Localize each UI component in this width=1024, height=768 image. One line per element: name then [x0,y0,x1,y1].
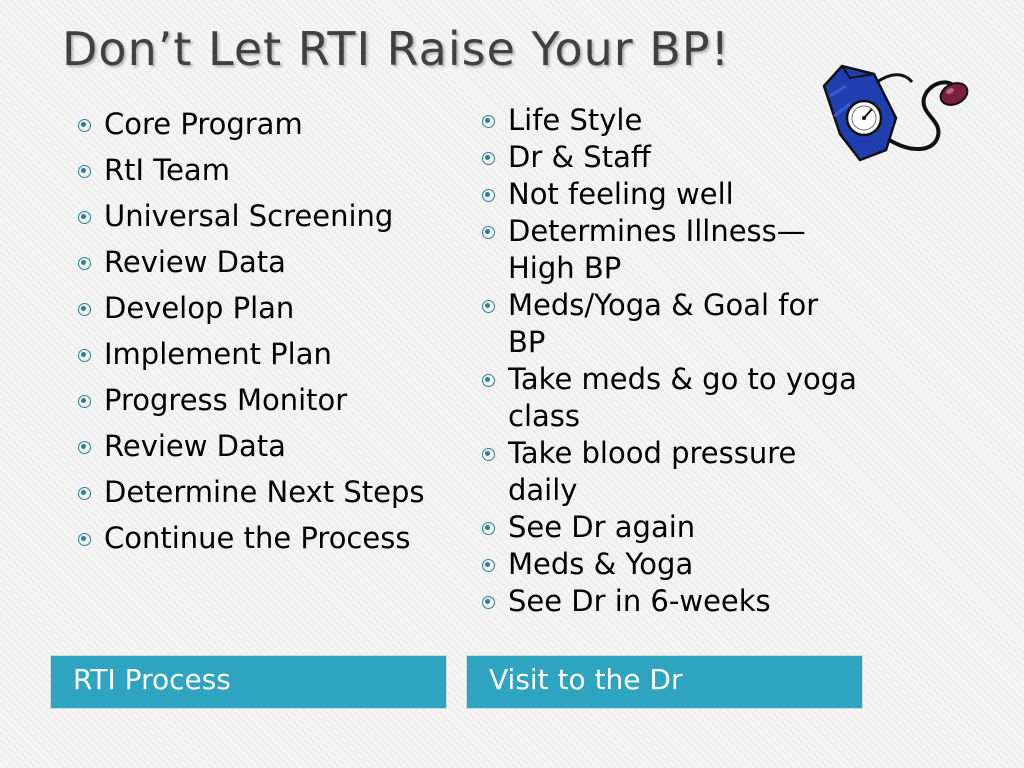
doctor-visit-caption: Visit to the Dr [467,656,862,708]
list-item [76,426,446,467]
list-item-text: See Dr in 6-weeks [508,584,771,618]
list-item-text: Review Data [104,429,286,463]
slide-title: Don’t Let RTI Raise Your BP! [62,22,731,76]
list-item-text: See Dr again [508,510,696,544]
list-item-text: Progress Monitor [104,383,348,417]
list-item-text: Review Data [104,245,286,279]
list-item-text: Determine Next Steps [104,475,425,509]
bullet-icon [78,119,91,132]
list-item [76,104,446,145]
list-item-text: Life Style [508,103,643,137]
list-item [480,176,860,213]
rti-process-caption: RTI Process [51,656,446,708]
list-item-text: Take meds & go to yoga class [508,362,857,433]
rti-process-list [76,104,446,564]
list-item [480,139,860,176]
bullet-icon [78,257,91,270]
list-item [480,509,860,546]
bullet-icon [482,596,495,609]
list-item-text: Take blood pressure daily [508,436,797,507]
bullet-icon [78,349,91,362]
list-item [76,196,446,237]
list-item [480,583,860,620]
list-item-text: Continue the Process [104,521,411,555]
doctor-visit-list [480,102,860,620]
bullet-icon [78,165,91,178]
list-item-text: Not feeling well [508,177,734,211]
list-item [480,213,860,287]
bullet-icon [482,559,495,572]
list-item-text: Implement Plan [104,337,332,371]
list-item-text: Dr & Staff [508,140,651,174]
bullet-icon [78,533,91,546]
list-item [76,242,446,283]
list-item-text: Core Program [104,107,303,141]
list-item [480,287,860,361]
bullet-icon [78,395,91,408]
list-item [480,546,860,583]
bullet-icon [482,226,495,239]
list-item-text: Develop Plan [104,291,295,325]
list-item [76,518,446,559]
list-item [76,150,446,191]
list-item [76,288,446,329]
bullet-icon [78,211,91,224]
bullet-icon [482,300,495,313]
bullet-icon [78,487,91,500]
bullet-icon [482,152,495,165]
list-item [76,472,446,513]
list-item-text: RtI Team [104,153,230,187]
bullet-icon [78,303,91,316]
list-item [480,361,860,435]
bullet-icon [482,189,495,202]
list-item [76,334,446,375]
list-item [76,380,446,421]
bullet-icon [482,374,495,387]
list-item-text: Universal Screening [104,199,394,233]
list-item-text: Determines Illness—High BP [508,214,806,285]
bullet-icon [482,115,495,128]
bullet-icon [78,441,91,454]
bullet-icon [482,448,495,461]
list-item [480,102,860,139]
list-item-text: Meds/Yoga & Goal for BP [508,288,819,359]
list-item [480,435,860,509]
list-item-text: Meds & Yoga [508,547,694,581]
bullet-icon [482,522,495,535]
